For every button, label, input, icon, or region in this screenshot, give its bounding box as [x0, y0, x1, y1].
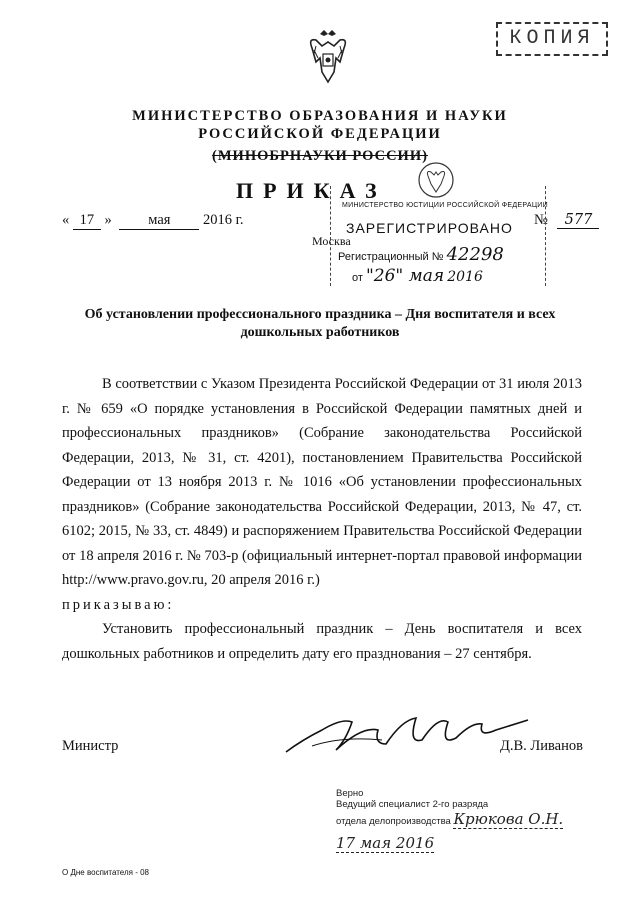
order-city: Москва: [312, 234, 351, 248]
date-quote-open: «: [62, 212, 70, 228]
prikaz-word: приказываю:: [62, 596, 175, 613]
order-day: 17: [73, 212, 101, 230]
certified-copy-department: отдела делопроизводства: [336, 816, 451, 827]
registration-number-label: Регистрационный №: [338, 251, 444, 263]
registration-ministry: МИНИСТЕРСТВО ЮСТИЦИИ РОССИЙСКОЙ ФЕДЕРАЦИИ: [342, 202, 548, 209]
certified-copy-line2: Ведущий специалист 2-го разряда: [336, 799, 489, 810]
order-body: [62, 372, 582, 666]
registration-number: [338, 244, 504, 265]
order-number-value: 577: [557, 212, 599, 229]
order-month: мая: [119, 212, 199, 230]
certified-copy-date: 17 мая 2016: [336, 834, 435, 852]
order-subject: Об установлении профессионального праздника – Дня воспитателя и всех дошкольных работников: [84, 307, 556, 340]
ministry-short-name: [0, 148, 640, 165]
registration-date: [352, 266, 483, 286]
order-year: 2016 г.: [203, 212, 244, 228]
registration-date-value: "26" мая: [365, 266, 445, 286]
copy-stamp: КОПИЯ: [496, 22, 608, 56]
body-paragraph-2: Установить профессиональный праздник – День воспитателя и всех дошкольных работников и определить дату его празднования – 27 сентября.: [62, 621, 582, 662]
signer-name: Д.В. Ливанов: [500, 738, 583, 754]
date-quote-close: »: [104, 212, 112, 228]
document-footer: О Дне воспитателя - 08: [62, 868, 149, 877]
certified-copy-stamp: [336, 788, 563, 853]
justice-emblem-icon: [416, 160, 456, 200]
coat-of-arms-emblem: [306, 28, 350, 86]
signer-position: Министр: [62, 738, 119, 754]
order-number-label: №: [534, 212, 548, 228]
registration-number-value: 42298: [446, 244, 504, 265]
certified-copy-signer: Крюкова О.Н.: [453, 810, 564, 828]
body-paragraph-1: В соответствии с Указом Президента Российской Федерации от 31 июля 2013 г. № 659 «О порядке установления в Российской Федерации памятных дней и профессиональных праздников» (Собрание законодательства Российской Федерации, 2013, № 31, ст. 4201), постановлением Правительства Российской Федерации от 13 ноября 2013 г. № 1016 «Об установлении профессиональных праздников» (Собрание законодательства Российской Федерации, 2013, № 47, ст. 6102; 2015, № 33, ст. 4849) и распоряжением Правительства Российской Федерации от 18 апреля 2016 г. № 703-р (официальный интернет-портал правовой информации http://www.pravo.gov.ru, 20 апреля 2016 г.): [62, 376, 582, 588]
certified-copy-line1: Верно: [336, 788, 364, 799]
certified-copy-line3: [336, 810, 563, 828]
order-date: [62, 212, 244, 230]
registration-status: ЗАРЕГИСТРИРОВАНО: [346, 220, 513, 236]
ministry-short-name-text: (МИНОБРНАУКИ РОССИИ): [212, 148, 428, 164]
registration-date-year: 2016: [447, 269, 483, 285]
ministry-name-line2: РОССИЙСКОЙ ФЕДЕРАЦИИ: [198, 126, 442, 142]
registration-date-prefix: от: [352, 272, 363, 284]
order-title: ПРИКАЗ: [236, 178, 387, 203]
handwritten-signature: [282, 700, 532, 764]
ministry-name-line1: МИНИСТЕРСТВО ОБРАЗОВАНИЯ И НАУКИ: [132, 108, 508, 124]
